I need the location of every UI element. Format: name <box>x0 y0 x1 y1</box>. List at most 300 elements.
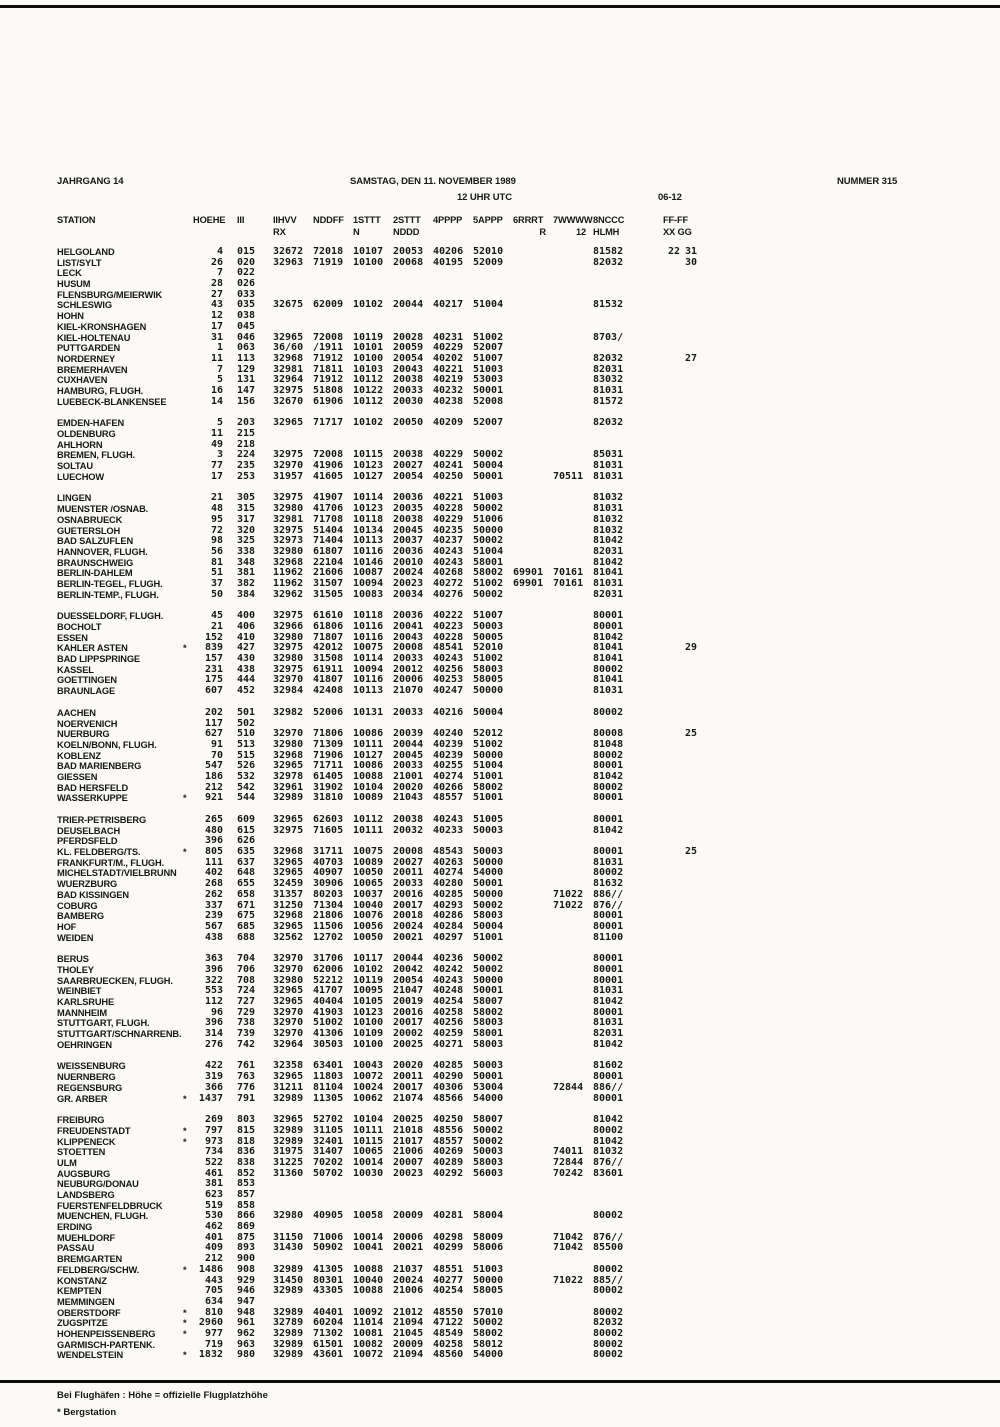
group-7wwww <box>553 740 593 751</box>
gg-value <box>680 547 697 558</box>
station-name: KARLSRUHE <box>57 997 115 1007</box>
synop-group-1: 32964 <box>273 1038 304 1050</box>
col-spacer <box>633 214 663 226</box>
spacer <box>223 418 237 429</box>
spacer <box>633 1115 663 1126</box>
synop-group-4: 20044 <box>393 738 424 750</box>
synop-group-6: 52010 <box>473 642 504 654</box>
ff-value <box>663 1265 680 1276</box>
synop-group-2: 71006 <box>313 1231 344 1243</box>
synop-group-3: 10112 <box>353 395 384 407</box>
group-6rrrt <box>513 933 553 944</box>
spacer <box>261 1222 273 1233</box>
synop-group-6: 50000 <box>473 749 504 761</box>
gg-value <box>680 1147 697 1158</box>
group-7wwww: 71042 <box>553 1242 584 1254</box>
station-height: 462 <box>204 1221 223 1233</box>
issue-number: NUMMER 315 <box>837 176 898 187</box>
spacer <box>223 1265 237 1276</box>
station-code: 348 <box>237 556 256 568</box>
spacer <box>223 1190 237 1201</box>
synop-group-6: 50000 <box>473 888 504 900</box>
spacer <box>633 954 663 965</box>
synop-group-5: 40222 <box>433 610 464 622</box>
station-name: BERLIN-DAHLEM <box>57 568 133 579</box>
group-6rrrt <box>513 654 553 665</box>
ff-value: 22 <box>667 246 680 257</box>
spacer <box>261 1265 273 1276</box>
spacer <box>633 1201 663 1212</box>
synop-group-4: 20008 <box>393 846 424 858</box>
synop-group-5: 40221 <box>433 363 464 375</box>
synop-group-2: 31507 <box>313 577 344 589</box>
ff-value <box>663 1094 680 1105</box>
spacer <box>633 1265 663 1276</box>
station-height: 480 <box>204 824 223 836</box>
bergstation-marker: * <box>183 1350 187 1361</box>
synop-group-5: 40286 <box>433 910 464 922</box>
synop-group-4: 20036 <box>393 545 424 557</box>
synop-group-1: 32968 <box>273 910 304 922</box>
spacer <box>261 504 273 515</box>
synop-group-5: 40231 <box>433 331 464 343</box>
station-height: 1486 <box>198 1263 223 1275</box>
station-code: 626 <box>237 835 256 847</box>
station-code: 427 <box>237 642 256 654</box>
synop-group-4: 20009 <box>393 1338 424 1350</box>
spacer <box>261 1211 273 1222</box>
station-name: BRAUNLAGE <box>57 686 116 697</box>
synop-group-4 <box>393 1190 433 1201</box>
group-7wwww <box>553 793 593 804</box>
group-8nccc: 80002 <box>593 1210 624 1222</box>
synop-group-4: 20008 <box>393 642 424 654</box>
ff-value <box>663 729 680 740</box>
station-name: KL. FELDBERG/TS. <box>57 847 141 858</box>
col-hoehe: HOEHE <box>193 215 226 225</box>
synop-group-3: 10086 <box>353 760 384 772</box>
synop-group-4: 21017 <box>393 1135 424 1147</box>
synop-group-6: 50000 <box>473 856 504 868</box>
synop-group-5: 40276 <box>433 588 464 600</box>
synop-group-6: 52008 <box>473 395 504 407</box>
station-height: 396 <box>204 1017 223 1029</box>
spacer <box>261 536 273 547</box>
spacer <box>223 429 237 440</box>
spacer <box>223 526 237 537</box>
spacer <box>223 740 237 751</box>
ff-value <box>663 1072 680 1083</box>
spacer <box>261 751 273 762</box>
station-code: 502 <box>237 717 256 729</box>
station-code: 026 <box>237 278 256 290</box>
synop-group-3: 10014 <box>353 1231 384 1243</box>
synop-group-6: 51002 <box>473 738 504 750</box>
synop-group-4: 20017 <box>393 899 424 911</box>
station-code: 675 <box>237 910 256 922</box>
synop-group-4: 20045 <box>393 524 424 536</box>
group-6rrrt <box>513 793 553 804</box>
synop-group-5 <box>433 279 473 290</box>
station-code: 406 <box>237 621 256 632</box>
station-code: 671 <box>237 899 256 911</box>
bergstation-marker <box>183 279 193 290</box>
synop-group-1: 32970 <box>273 953 304 965</box>
synop-group-5: 40266 <box>433 781 464 793</box>
station-code: 501 <box>237 706 256 718</box>
synop-group-6: 50002 <box>473 1135 504 1147</box>
synop-group-1: 32964 <box>273 374 304 386</box>
station-code: 452 <box>237 685 256 697</box>
page-date: SAMSTAG, DEN 11. NOVEMBER 1989 <box>350 176 516 187</box>
bergstation-marker <box>183 429 193 440</box>
synop-group-3: 10088 <box>353 1285 384 1297</box>
station-name: ESSEN <box>57 632 88 643</box>
synop-group-4: 21094 <box>393 1317 424 1329</box>
spacer <box>223 1094 237 1105</box>
ff-value <box>663 761 680 772</box>
ff-value <box>663 1083 680 1094</box>
ff-value <box>663 1201 680 1212</box>
synop-group-6: 58003 <box>473 663 504 675</box>
synop-group-3: 10146 <box>353 556 384 568</box>
group-6rrrt <box>513 858 553 869</box>
spacer <box>261 1297 273 1308</box>
synop-group-1: 31957 <box>273 470 304 482</box>
synop-group-5: 47122 <box>433 1317 464 1329</box>
synop-group-3: 10127 <box>353 470 384 482</box>
synop-group-4: 20007 <box>393 1156 424 1168</box>
station-height: 973 <box>204 1135 223 1147</box>
group-6rrrt <box>513 418 553 429</box>
bergstation-marker <box>183 976 193 987</box>
synop-group-5: 40250 <box>433 470 464 482</box>
synop-group-2: 41306 <box>313 1028 344 1040</box>
synop-group-3: 10083 <box>353 588 384 600</box>
synop-group-1: 32980 <box>273 653 304 665</box>
synop-group-2: 41807 <box>313 674 344 686</box>
group-6rrrt: 69901 <box>513 567 544 579</box>
synop-group-3: 10092 <box>353 1306 384 1318</box>
ff-value <box>663 1179 680 1190</box>
spacer <box>633 1340 663 1351</box>
synop-group-6: 51001 <box>473 770 504 782</box>
synop-group-2: 31902 <box>313 781 344 793</box>
spacer <box>633 1061 663 1072</box>
synop-group-6: 58012 <box>473 1338 504 1350</box>
spacer <box>223 1211 237 1222</box>
synop-group-2: 72018 <box>313 246 344 257</box>
bergstation-marker <box>183 311 193 322</box>
ff-value <box>663 890 680 901</box>
station-height: 16 <box>210 384 223 396</box>
ff-value <box>663 836 680 847</box>
station-code: 338 <box>237 545 256 557</box>
spacer <box>261 1286 273 1297</box>
synop-group-4: 20059 <box>393 342 424 354</box>
synop-group-2: 21806 <box>313 910 344 922</box>
group-7wwww <box>553 986 593 997</box>
station-height: 2960 <box>198 1317 223 1329</box>
synop-group-5: 40219 <box>433 374 464 386</box>
synop-group-2: 61906 <box>313 395 344 407</box>
spacer <box>633 322 663 333</box>
bergstation-marker <box>183 290 193 301</box>
group-6rrrt <box>513 675 553 686</box>
synop-group-6: 58004 <box>473 1210 504 1222</box>
station-code: 704 <box>237 953 256 965</box>
group-6rrrt <box>513 954 553 965</box>
synop-group-4 <box>393 322 433 333</box>
group-7wwww <box>553 493 593 504</box>
spacer <box>261 868 273 879</box>
synop-group-6: 52010 <box>473 246 504 257</box>
group-6rrrt <box>513 836 553 847</box>
spacer <box>261 461 273 472</box>
group-8nccc: 82031 <box>593 545 624 557</box>
synop-group-2: 61806 <box>313 621 344 632</box>
station-height: 734 <box>204 1146 223 1158</box>
station-name: HANNOVER, FLUGH. <box>57 546 148 557</box>
ff-value <box>663 258 680 269</box>
ff-value <box>663 1061 680 1072</box>
table-row <box>57 1211 697 1222</box>
spacer <box>261 954 273 965</box>
bergstation-marker <box>183 1243 193 1254</box>
synop-group-6: 50000 <box>473 685 504 697</box>
bergstation-marker <box>183 1276 193 1287</box>
ff-value <box>663 1329 680 1340</box>
synop-group-6: 58003 <box>473 1038 504 1050</box>
synop-group-4: 20033 <box>393 760 424 772</box>
synop-group-6: 51002 <box>473 331 504 343</box>
bergstation-marker: * <box>183 1136 187 1147</box>
station-height: 1832 <box>198 1349 223 1361</box>
group-8nccc: 80001 <box>593 963 624 975</box>
synop-group-3: 10111 <box>353 824 384 836</box>
station-height: 409 <box>204 1242 223 1254</box>
spacer <box>223 901 237 912</box>
synop-group-4: 20009 <box>393 1210 424 1222</box>
station-height: 322 <box>204 974 223 986</box>
synop-group-5: 40228 <box>433 503 464 515</box>
station-name: FUERSTENFELDBRUCK <box>57 1200 163 1211</box>
station-block <box>57 815 697 943</box>
gg-value <box>680 1169 697 1180</box>
synop-group-6: 50001 <box>473 985 504 997</box>
spacer <box>633 611 663 622</box>
spacer <box>223 1329 237 1340</box>
station-height: 547 <box>204 760 223 772</box>
footer-note-bergstation: * Bergstation <box>57 1407 117 1418</box>
synop-group-5: 40284 <box>433 920 464 932</box>
spacer <box>223 922 237 933</box>
synop-group-2: 40905 <box>313 1210 344 1222</box>
synop-group-2: 61610 <box>313 610 344 622</box>
synop-group-2: 71708 <box>313 513 344 525</box>
table-row <box>57 740 697 751</box>
synop-group-1: 32965 <box>273 867 304 879</box>
synop-group-4: 21006 <box>393 1146 424 1158</box>
bergstation-marker <box>183 622 193 633</box>
synop-group-1: 32562 <box>273 931 304 943</box>
spacer <box>223 761 237 772</box>
spacer <box>633 986 663 997</box>
station-code: 900 <box>237 1253 256 1265</box>
synop-group-3: 10107 <box>353 246 384 257</box>
synop-group-3 <box>353 429 393 440</box>
synop-group-1: 32965 <box>273 814 304 825</box>
station-code: 020 <box>237 256 256 268</box>
group-6rrrt <box>513 1243 553 1254</box>
spacer <box>261 247 273 258</box>
group-8nccc: 81042 <box>593 824 624 836</box>
bergstation-marker <box>183 965 193 976</box>
station-code: 853 <box>237 1178 256 1190</box>
synop-group-2: 61405 <box>313 770 344 782</box>
station-name: FREIBURG <box>57 1115 105 1126</box>
synop-group-2: 31508 <box>313 653 344 665</box>
bergstation-marker <box>183 633 193 644</box>
synop-group-4: 21006 <box>393 1285 424 1297</box>
station-height: 810 <box>204 1306 223 1318</box>
bergstation-marker <box>183 1083 193 1094</box>
synop-group-6: 50004 <box>473 460 504 472</box>
spacer <box>223 1350 237 1361</box>
synop-group-4: 20044 <box>393 953 424 965</box>
group-7wwww <box>553 365 593 376</box>
spacer <box>633 397 663 408</box>
synop-group-4: 20045 <box>393 749 424 761</box>
spacer <box>261 1083 273 1094</box>
synop-group-5: 40248 <box>433 985 464 997</box>
synop-group-6: 58005 <box>473 1285 504 1297</box>
group-7wwww <box>553 686 593 697</box>
group-7wwww <box>553 1265 593 1276</box>
bergstation-marker <box>183 579 193 590</box>
bergstation-marker <box>183 493 193 504</box>
gg-value <box>680 429 697 440</box>
synop-group-5: 40256 <box>433 1017 464 1029</box>
bergstation-marker <box>183 1018 193 1029</box>
synop-group-3: 10075 <box>353 846 384 858</box>
synop-group-2 <box>313 268 353 279</box>
synop-group-5: 48557 <box>433 792 464 804</box>
synop-group-5: 40298 <box>433 1231 464 1243</box>
synop-group-5: 40277 <box>433 1274 464 1286</box>
synop-group-4: 20019 <box>393 996 424 1007</box>
spacer <box>223 868 237 879</box>
spacer <box>223 611 237 622</box>
station-code: 763 <box>237 1071 256 1083</box>
spacer <box>223 976 237 987</box>
station-height: 319 <box>204 1071 223 1083</box>
synop-group-1: 36/60 <box>273 342 304 354</box>
spacer <box>223 493 237 504</box>
synop-group-4: 20043 <box>393 363 424 375</box>
synop-group-6: 50002 <box>473 953 504 965</box>
station-name: BAD KISSINGEN <box>57 889 129 900</box>
synop-group-4: 20028 <box>393 331 424 343</box>
synop-group-5: 48550 <box>433 1306 464 1318</box>
synop-group-3: 10123 <box>353 1006 384 1018</box>
spacer <box>261 622 273 633</box>
group-7wwww <box>553 1018 593 1029</box>
group-8nccc <box>593 1297 633 1308</box>
synop-group-3: 10118 <box>353 610 384 622</box>
synop-group-5: 40258 <box>433 1006 464 1018</box>
group-6rrrt <box>513 665 553 676</box>
table-row <box>57 429 697 440</box>
group-7wwww <box>553 708 593 719</box>
station-code: 382 <box>237 577 256 589</box>
gg-value <box>680 1061 697 1072</box>
group-6rrrt <box>513 1308 553 1319</box>
spacer <box>261 1147 273 1158</box>
synop-group-2: 43601 <box>313 1349 344 1361</box>
station-code: 869 <box>237 1221 256 1233</box>
group-7wwww <box>553 333 593 344</box>
bergstation-marker <box>183 740 193 751</box>
ff-value <box>663 879 680 890</box>
station-name: AACHEN <box>57 707 96 718</box>
group-7wwww: 70161 <box>553 567 584 579</box>
group-6rrrt <box>513 965 553 976</box>
station-code: 438 <box>237 663 256 675</box>
station-name: BREMERHAVEN <box>57 364 128 375</box>
synop-group-1: 32966 <box>273 621 304 632</box>
group-8nccc: 82031 <box>593 1028 624 1040</box>
gg-value <box>680 783 697 794</box>
station-name: LUEBECK-BLANKENSEE <box>57 396 167 407</box>
group-7wwww <box>553 1201 593 1212</box>
station-name: KLIPPENECK <box>57 1136 116 1147</box>
synop-group-1: 32358 <box>273 1060 304 1072</box>
station-code: 131 <box>237 374 256 386</box>
group-8nccc: 80001 <box>593 1092 624 1104</box>
synop-group-2: 72008 <box>313 449 344 461</box>
station-height: 51 <box>210 567 223 579</box>
spacer <box>261 547 273 558</box>
table-row <box>57 472 697 483</box>
synop-group-6: 51002 <box>473 653 504 665</box>
ff-value <box>663 450 680 461</box>
gg-value <box>680 493 697 504</box>
gg-value <box>680 268 697 279</box>
group-6rrrt <box>513 1179 553 1190</box>
group-6rrrt <box>513 622 553 633</box>
group-6rrrt <box>513 729 553 740</box>
group-7wwww <box>553 868 593 879</box>
group-8nccc: 80001 <box>593 1071 624 1083</box>
synop-group-4: 20035 <box>393 503 424 515</box>
gg-value <box>680 686 697 697</box>
synop-group-6: 50002 <box>473 963 504 975</box>
spacer <box>633 386 663 397</box>
synop-group-2: 41903 <box>313 1006 344 1018</box>
station-code: 129 <box>237 363 256 375</box>
spacer <box>223 1072 237 1083</box>
gg-value: 25 <box>684 728 697 740</box>
group-7wwww <box>553 622 593 633</box>
spacer <box>261 1340 273 1351</box>
spacer <box>261 654 273 665</box>
synop-group-3: 10116 <box>353 545 384 557</box>
spacer <box>633 1137 663 1148</box>
synop-group-3: 10088 <box>353 1263 384 1275</box>
synop-group-6 <box>473 268 513 279</box>
synop-group-2: 51404 <box>313 524 344 536</box>
